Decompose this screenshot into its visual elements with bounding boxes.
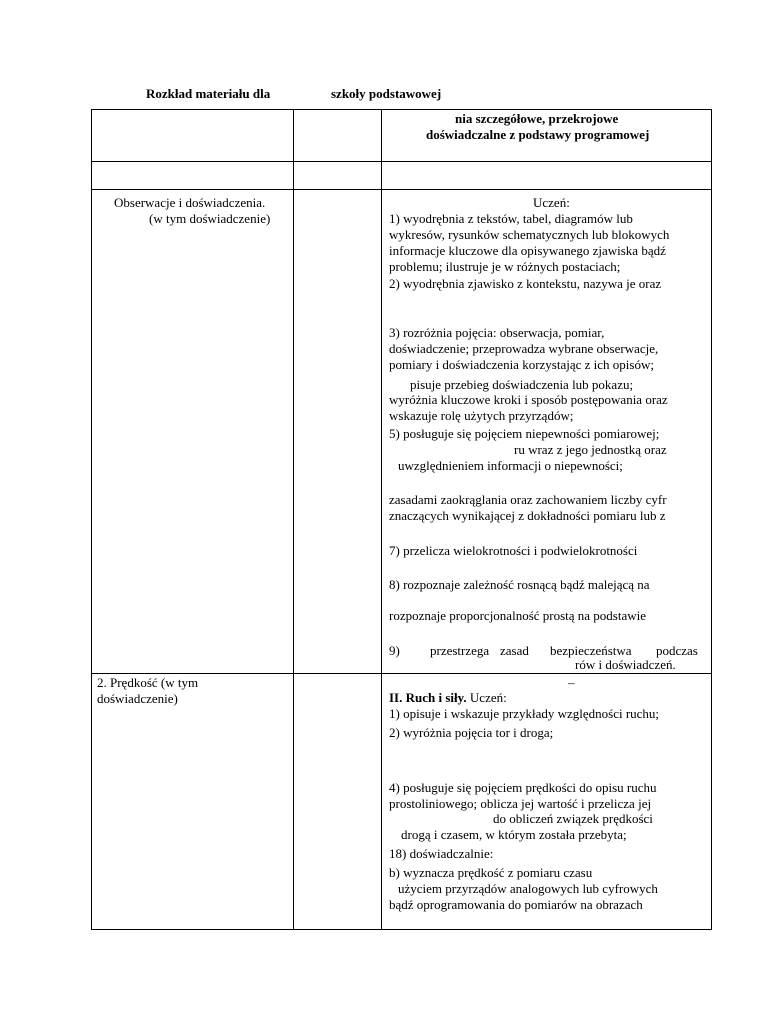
requirement-line: do obliczeń związek prędkości xyxy=(493,811,653,826)
requirement-line: doświadczenie; przeprowadza wybrane obserwacje, xyxy=(389,341,659,356)
requirement-line: 2) wyróżnia pojęcia tor i droga; xyxy=(389,725,554,740)
requirement-line: 2) wyodrębnia zjawisko z kontekstu, nazywa je oraz xyxy=(389,276,662,291)
table-border-bottom xyxy=(91,929,712,930)
table-border-left xyxy=(91,109,92,930)
requirement-line: 4) posługuje się pojęciem prędkości do opisu ruchu xyxy=(389,780,657,795)
topic-cell-line: (w tym doświadczenie) xyxy=(149,211,271,226)
requirement-line: 18) doświadczalnie: xyxy=(389,846,494,861)
section-heading-bold: II. Ruch i siły. xyxy=(389,690,467,705)
requirement-line: prostoliniowego; oblicza jej wartość i przelicza jej xyxy=(389,796,652,811)
requirement-line: drogą i czasem, w którym została przebyta; xyxy=(401,827,627,842)
requirement-line: bądź oprogramowania do pomiarów na obrazach xyxy=(389,897,643,912)
topic-cell-line: Obserwacje i doświadczenia. xyxy=(114,195,266,210)
document-title-right: szkoły podstawowej xyxy=(331,86,442,101)
student-label: Uczeń: xyxy=(533,195,570,210)
requirement-line: użyciem przyrządów analogowych lub cyfrowych xyxy=(398,881,658,896)
requirement-line: b) wyznacza prędkość z pomiaru czasu xyxy=(389,865,593,880)
requirement-line: 1) opisuje i wskazuje przykłady względności ruchu; xyxy=(389,706,660,721)
requirement-line: informacje kluczowe dla opisywanego zjawiska bądź xyxy=(389,243,666,258)
word: 9) xyxy=(389,643,400,658)
requirement-line: zasadami zaokrąglania oraz zachowaniem liczby cyfr xyxy=(389,492,667,507)
requirement-line: wskazuje rolę użytych przyrządów; xyxy=(389,408,574,423)
header-requirements-line: nia szczegółowe, przekrojowe xyxy=(455,111,619,126)
word: przestrzega xyxy=(430,643,490,658)
requirement-line: 5) posługuje się pojęciem niepewności pomiarowej; xyxy=(389,426,660,441)
table-column-divider xyxy=(293,109,294,930)
header-requirements-line: doświadczalne z podstawy programowej xyxy=(426,127,650,142)
requirement-line: 7) przelicza wielokrotności i podwielokrotności xyxy=(389,543,638,558)
requirement-line: 3) rozróżnia pojęcia: obserwacja, pomiar, xyxy=(389,325,605,340)
requirement-line: rozpoznaje proporcjonalność prostą na podstawie xyxy=(389,608,647,623)
topic-cell-line: 2. Prędkość (w tym xyxy=(97,675,199,690)
requirement-line: pisuje przebieg doświadczenia lub pokazu; xyxy=(410,377,634,392)
table-border-right xyxy=(711,109,712,930)
section-heading xyxy=(389,690,507,706)
section-heading-rest: Uczeń: xyxy=(466,690,507,705)
table-row-divider xyxy=(91,189,712,190)
word: podczas xyxy=(656,643,698,658)
requirement-line: rów i doświadczeń. xyxy=(575,657,676,672)
requirement-line: wyróżnia kluczowe kroki i sposób postępowania oraz xyxy=(389,392,668,407)
table-column-divider xyxy=(381,109,382,930)
requirement-line: uwzględnieniem informacji o niepewności; xyxy=(398,458,623,473)
table-row-divider xyxy=(91,161,712,162)
word: bezpieczeństwa xyxy=(550,643,632,658)
requirement-line: pomiary i doświadczenia korzystając z ich opisów; xyxy=(389,357,654,372)
table-border-top xyxy=(91,109,712,110)
requirement-line: 8) rozpoznaje zależność rosnącą bądź malejącą na xyxy=(389,577,650,592)
word: zasad xyxy=(500,643,529,658)
document-title-left: Rozkład materiału dla xyxy=(146,86,271,101)
table-row-divider xyxy=(91,673,712,674)
requirement-line: problemu; ilustruje je w różnych postaciach; xyxy=(389,259,621,274)
topic-cell-line: doświadczenie) xyxy=(97,691,178,706)
requirement-line: znaczących wynikającej z dokładności pomiaru lub z xyxy=(389,508,666,523)
requirement-line: 1) wyodrębnia z tekstów, tabel, diagramów lub xyxy=(389,211,633,226)
requirement-line: wykresów, rysunków schematycznych lub blokowych xyxy=(389,227,670,242)
requirement-line: ru wraz z jego jednostką oraz xyxy=(514,442,667,457)
dash: – xyxy=(568,675,575,690)
